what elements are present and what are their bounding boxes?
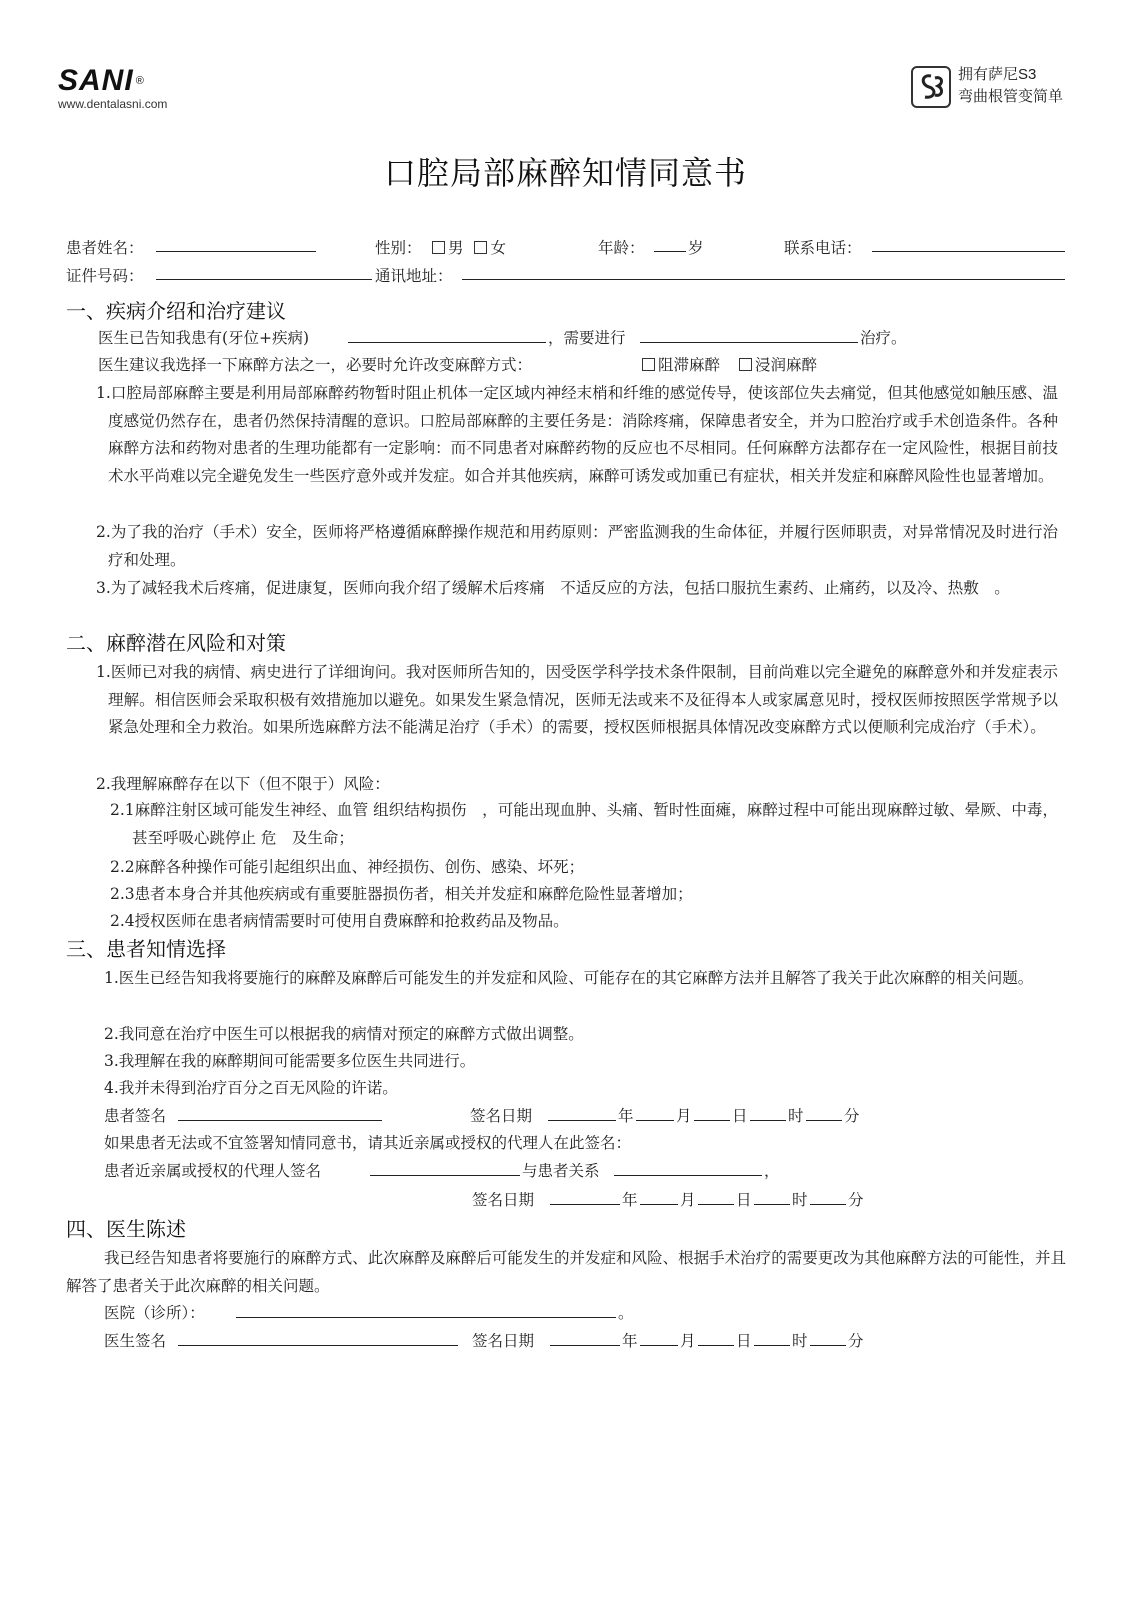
age-label: 年龄： xyxy=(598,239,645,257)
proxy-note: 如果患者无法或不宜签署知情同意书，请其近亲属或授权的代理人在此签名： xyxy=(104,1134,632,1152)
sani-logo xyxy=(58,66,167,111)
doctor-hour-label: 时 xyxy=(792,1332,808,1350)
section-2-item-2-2: 2.2麻醉各种操作可能引起组织出血、神经损伤、创伤、感染、坏死； xyxy=(110,858,585,876)
gender-male-checkbox[interactable] xyxy=(432,241,445,254)
doctor-sign-day-field[interactable] xyxy=(698,1345,734,1346)
section-1-item-3: 3.为了减轻我术后疼痛，促进康复，医师向我介绍了缓解术后疼痛 不适反应的方法，包括口服抗生素药、止痛药，以及冷、热敷 。 xyxy=(96,579,1010,597)
proxy-year-label: 年 xyxy=(622,1191,638,1209)
age-field[interactable] xyxy=(654,251,686,252)
section-1-item-2: 2.为了我的治疗（手术）安全，医师将严格遵循麻醉操作规范和用药原则：严密监测我的生命体征，并履行医师职责，对异常情况及时进行治疗和处理。 xyxy=(96,523,1058,569)
doctor-sign-field[interactable] xyxy=(178,1345,458,1346)
doctor-statement: 我已经告知患者将要施行的麻醉方式、此次麻醉及麻醉后可能发生的并发症和风险、根据手术治疗的需要更改为其他麻醉方法的可能性，并且解答了患者关于此次麻醉的相关问题。 xyxy=(66,1249,1066,1295)
patient-name-field[interactable] xyxy=(156,251,316,252)
patient-sign-day-field[interactable] xyxy=(694,1120,730,1121)
treatment-label: ，需要进行 xyxy=(548,329,626,347)
gender-label: 性别： xyxy=(375,239,422,257)
proxy-sign-month-field[interactable] xyxy=(640,1204,678,1205)
section-2-item-1: 1.医师已对我的病情、病史进行了详细询问。我对医师所告知的，因受医学科学技术条件限制，目前尚难以完全避免的麻醉意外和并发症表示理解。相信医师会采取积极有效措施加以避免。如果发生紧急情况，医师无法或来不及征得本人或家属意见时，授权医师按照医学常规予以紧急处理和全力救治。如果所选麻醉方法不能满足治疗（手术）的需要，授权医师根据具体情况改变麻醉方式以便顺利完成治疗（手术）。 xyxy=(96,663,1058,736)
slogan-line-1: 拥有萨尼S3 xyxy=(958,66,1037,83)
section-2-item-2-4: 2.4授权医师在患者病情需要时可使用自费麻醉和抢救药品及物品。 xyxy=(110,912,569,930)
brand-url: www.dentalasni.com xyxy=(58,97,168,111)
proxy-day-label: 日 xyxy=(736,1191,752,1209)
doctor-minute-label: 分 xyxy=(848,1332,864,1350)
infiltration-anesthesia-checkbox[interactable] xyxy=(739,358,752,371)
proxy-sign-hour-field[interactable] xyxy=(754,1204,790,1205)
relation-comma: ， xyxy=(764,1162,780,1180)
section-2-item-2: 2.我理解麻醉存在以下（但不限于）风险： xyxy=(96,775,390,793)
block-anesthesia-label: 阻滞麻醉 xyxy=(658,356,721,374)
treatment-suffix: 治疗。 xyxy=(860,329,907,347)
hospital-field[interactable] xyxy=(236,1317,616,1318)
patient-hour-label: 时 xyxy=(788,1107,804,1125)
section-3-item-1: 1.医生已经告知我将要施行的麻醉及麻醉后可能发生的并发症和风险、可能存在的其它麻醉方法并且解答了我关于此次麻醉的相关问题。 xyxy=(104,969,1034,987)
patient-sign-date-label: 签名日期 xyxy=(470,1107,533,1125)
doctor-sign-hour-field[interactable] xyxy=(754,1345,790,1346)
doctor-sign-minute-field[interactable] xyxy=(810,1345,846,1346)
doctor-day-label: 日 xyxy=(736,1332,752,1350)
section-3-heading: 三、患者知情选择 xyxy=(66,939,226,961)
patient-year-label: 年 xyxy=(618,1107,634,1125)
registered-mark: ® xyxy=(135,75,145,87)
section-1-item-1: 1.口腔局部麻醉主要是利用局部麻醉药物暂时阻止机体一定区域内神经末梢和纤维的感觉传导，使该部位失去痛觉，但其他感觉如触压感、温度感觉仍然存在，患者仍然保持清醒的意识。口腔局部麻醉的主要任务是：消除疼痛，保障患者安全，并为口腔治疗或手术创造条件。各种麻醉方法和药物对患者的生理功能都有一定影响：而不同患者对麻醉药物的反应也不尽相同。任何麻醉方法都存在一定风险性，根据目前技术水平尚难以完全避免发生一些医疗意外或并发症。如合并其他疾病，麻醉可诱发或加重已有症状，相关并发症和麻醉风险性也显著增加。 xyxy=(96,384,1058,485)
doctor-sign-label: 医生签名 xyxy=(104,1332,167,1350)
proxy-sign-day-field[interactable] xyxy=(698,1204,734,1205)
doctor-sign-year-field[interactable] xyxy=(550,1345,620,1346)
hospital-label: 医院（诊所）： xyxy=(104,1304,205,1322)
patient-minute-label: 分 xyxy=(844,1107,860,1125)
doctor-sign-date-label: 签名日期 xyxy=(472,1332,535,1350)
proxy-sign-minute-field[interactable] xyxy=(810,1204,846,1205)
patient-sign-field[interactable] xyxy=(178,1120,382,1121)
gender-options xyxy=(432,238,506,258)
proxy-sign-label: 患者近亲属或授权的代理人签名 xyxy=(104,1162,322,1180)
gender-female-checkbox[interactable] xyxy=(474,241,487,254)
gender-female-label: 女 xyxy=(490,239,506,257)
doctor-month-label: 月 xyxy=(680,1332,696,1350)
patient-sign-year-field[interactable] xyxy=(548,1120,616,1121)
brand-name: SANI xyxy=(58,64,134,97)
gender-male-label: 男 xyxy=(448,239,464,257)
patient-day-label: 日 xyxy=(732,1107,748,1125)
section-3-item-3: 3.我理解在我的麻醉期间可能需要多位医生共同进行。 xyxy=(104,1052,476,1070)
proxy-minute-label: 分 xyxy=(848,1191,864,1209)
doctor-year-label: 年 xyxy=(622,1332,638,1350)
patient-month-label: 月 xyxy=(676,1107,692,1125)
proxy-sign-year-field[interactable] xyxy=(550,1204,620,1205)
diagnosis-field[interactable] xyxy=(348,342,546,343)
patient-name-label: 患者姓名： xyxy=(66,239,144,257)
document-title: 口腔局部麻醉知情同意书 xyxy=(383,155,747,191)
id-number-field[interactable] xyxy=(156,279,372,280)
section-1-heading: 一、疾病介绍和治疗建议 xyxy=(66,301,286,323)
section-3-item-4: 4.我并未得到治疗百分之百无风险的许诺。 xyxy=(104,1079,398,1097)
anesthesia-suggest: 医生建议我选择一下麻醉方法之一，必要时允许改变麻醉方式： xyxy=(98,356,533,374)
patient-sign-label: 患者签名 xyxy=(104,1107,167,1125)
slogan-line-2: 弯曲根管变简单 xyxy=(958,88,1064,105)
section-2-item-2-1: 2.1麻醉注射区域可能发生神经、血管 组织结构损伤 ，可能出现血肿、头痛、暂时性面瘫，麻醉过程中可能出现麻醉过敏、晕厥、中毒，甚至呼吸心跳停止 危 及生命； xyxy=(110,801,1058,847)
phone-field[interactable] xyxy=(872,251,1065,252)
age-unit: 岁 xyxy=(688,239,704,257)
section-2-item-2-3: 2.3患者本身合并其他疾病或有重要脏器损伤者，相关并发症和麻醉危险性显著增加； xyxy=(110,885,693,903)
relation-field[interactable] xyxy=(614,1175,762,1176)
s3-mark-icon xyxy=(913,68,949,106)
proxy-hour-label: 时 xyxy=(792,1191,808,1209)
proxy-sign-date-label: 签名日期 xyxy=(472,1191,535,1209)
infiltration-anesthesia-label: 浸润麻醉 xyxy=(754,356,817,374)
phone-label: 联系电话： xyxy=(784,239,862,257)
patient-sign-month-field[interactable] xyxy=(636,1120,674,1121)
diagnosis-label: 医生已告知我患有(牙位+疾病) xyxy=(98,329,310,347)
hospital-period: 。 xyxy=(618,1304,634,1322)
section-2-heading: 二、麻醉潜在风险和对策 xyxy=(66,633,286,655)
patient-sign-minute-field[interactable] xyxy=(806,1120,842,1121)
doctor-sign-month-field[interactable] xyxy=(640,1345,678,1346)
relation-label: 与患者关系 xyxy=(522,1162,600,1180)
proxy-month-label: 月 xyxy=(680,1191,696,1209)
id-label: 证件号码： xyxy=(66,267,144,285)
section-4-heading: 四、医生陈述 xyxy=(66,1219,186,1241)
patient-sign-hour-field[interactable] xyxy=(750,1120,786,1121)
section-3-item-2: 2.我同意在治疗中医生可以根据我的病情对预定的麻醉方式做出调整。 xyxy=(104,1025,584,1043)
block-anesthesia-checkbox[interactable] xyxy=(642,358,655,371)
s3-logo-icon xyxy=(911,66,951,108)
anesthesia-options xyxy=(642,355,817,375)
treatment-field[interactable] xyxy=(640,342,858,343)
address-field[interactable] xyxy=(462,279,1065,280)
s3-slogan xyxy=(958,64,1063,108)
address-label: 通讯地址： xyxy=(375,267,453,285)
proxy-sign-field[interactable] xyxy=(370,1175,520,1176)
